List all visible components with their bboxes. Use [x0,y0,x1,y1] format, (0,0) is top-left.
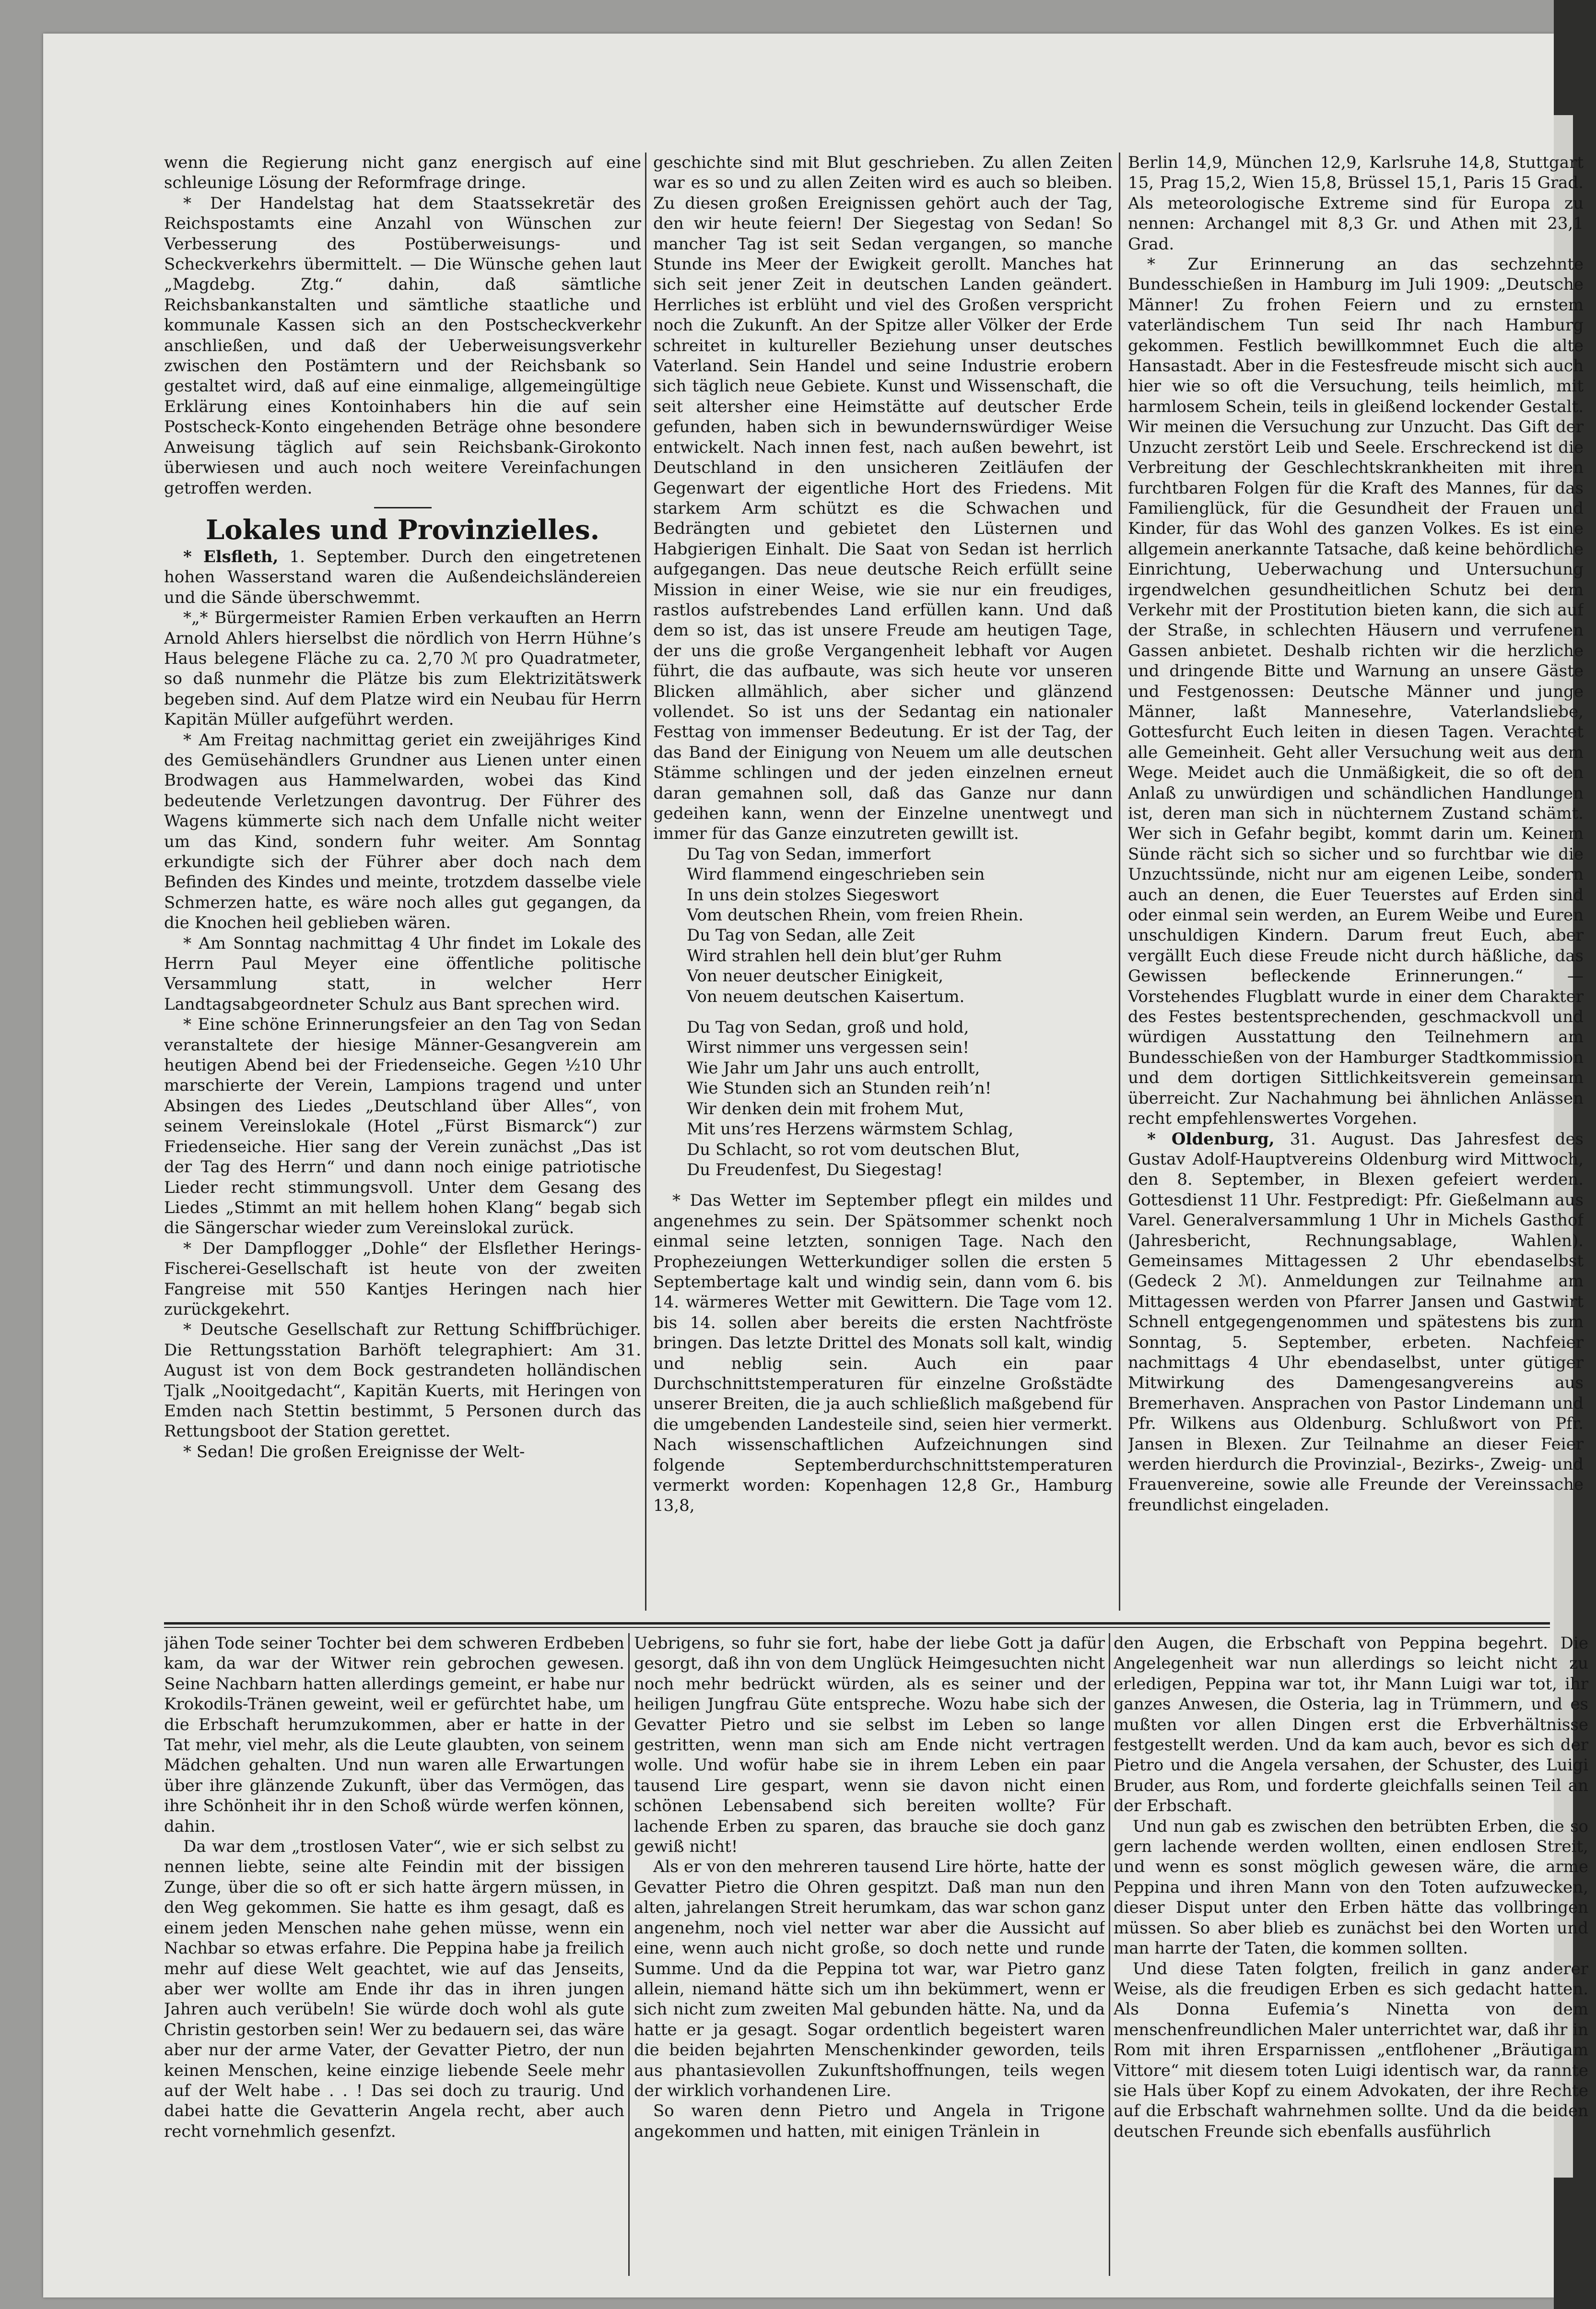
article-paragraph [653,1190,1113,1516]
dateline: * Oldenburg, [1147,1129,1275,1149]
dateline: * Elsfleth, [183,547,279,566]
news-column-3 [1128,153,1584,1620]
poem-line: Vom deutschen Rhein, vom freien Rhein. [687,906,1024,925]
article-paragraph [164,933,641,1015]
poem-line: Wird strahlen hell dein blut’ger Ruhm [687,946,1002,966]
paragraph-text: * Der Handelstag hat dem Staatssekretär des Reichspostamts eine Anzahl von Wünschen zur Verbesserung des Postüberweisungs- und Scheckverkehrs übermittelt. — Die Wünsche gehen laut „Magdebg. Ztg.“ dahin, daß sämtliche Reichsbankanstalten und sämtliche staatliche und kommunale Kassen sich an den Postscheckverkehr anschließen, und daß der Ueberweisungsverkehr zwischen den Postämtern und der Reichsbank so gestaltet wird, daß auf eine einmalige, allgemeingültige Erklärung eines Kontoinhabers hin die auf sein Postscheck-Konto eingehenden Beträge ohne besondere Anweisung täglich auf sein Reichsbank-Girokonto überwiesen und auch noch weitere Vereinfachungen getroffen werden. [164,193,641,498]
poem-line: Du Schlacht, so rot vom deutschen Blut, [687,1140,1021,1159]
poem-line: Wirst nimmer uns vergessen sein! [687,1038,970,1058]
article-paragraph [164,1319,641,1441]
article-paragraph [164,608,641,730]
paragraph-text: 1. September. Durch den eingetretenen hohen Wasserstand waren die Außendeichsländereien und die Sände überschwemmt. [164,547,641,607]
article-paragraph [164,730,641,933]
article-paragraph [1128,254,1584,1129]
poem-line: Du Tag von Sedan, alle Zeit [687,926,915,945]
paragraph-text: jähen Tode seiner Tochter bei dem schweren Erdbeben kam, da war der Witwer rein gebrochen gewesen. Seine Nachbarn hatten allerdings gemeint, er habe nur Krokodils-Tränen geweint, weil er gefürchtet habe, um die Erbschaft herumzukommen, aber er hatte in der Tat mehr, viel mehr, als die Leute glaubten, von seinem Mädchen gehalten. Und nun waren alle Erwartungen über ihre glänzende Zukunft, über das Vermögen, das ihre Schönheit ihr in den Schoß würde werfen können, dahin. [164,1634,624,1836]
feuilleton-column-1 [164,1633,624,2276]
paragraph-text: * Sedan! Die großen Ereignisse der Welt- [183,1442,525,1461]
paragraph-text: * Deutsche Gesellschaft zur Rettung Schiffbrüchiger. Die Rettungsstation Barhöft telegraphiert: Am 31. August ist von dem Bock gestrandeten holländischen Tjalk „Nooitgedacht“, Kapitän Kuerts, mit Heringen von Emden nach Stettin bestimmt, 5 Personen durch das Rettungsboot der Station gerettet. [164,1320,641,1441]
section-heading: Lokales und Provinzielles. [205,514,600,546]
article-paragraph [1114,1959,1588,2142]
article-paragraph [634,1633,1105,1857]
poem-stanza [653,844,1113,1007]
article-paragraph [1114,1816,1588,1959]
poem-stanza [653,1017,1113,1180]
paragraph-text: geschichte sind mit Blut geschrieben. Zu allen Zeiten war es so und zu allen Zeiten wird es auch so bleiben. Zu diesen großen Ereignissen gehört auch der Tag, den wir heute feiern! Der Siegestag von Sedan! So mancher Tag ist seit Sedan vergangen, so manche Stunde ins Meer der Ewigkeit gerollt. Manches hat sich seit jener Zeit in deutschen Landen geändert. Herrliches ist erblüht und viel des Großen verspricht noch die Zukunft. An der Spitze aller Völker der Erde schreitet in kultureller Beziehung unser deutsches Vaterland. Sein Handel und seine Industrie erobern sich täglich neue Gebiete. Kunst und Wissenschaft, die seit altersher eine Heimstätte auf deutscher Erde gefunden, haben sich in bewundernswürdiger Weise entwickelt. Nach innen fest, nach außen bewehrt, ist Deutschland in den unsicheren Zeitläufen der Gegenwart der eigentliche Hort des Friedens. Mit starkem Arm schützt es die Schwachen und Bedrängten und gebietet den Lüsternen und Habgierigen Einhalt. Die Saat von Sedan ist herrlich aufgegangen. Das neue deutsche Reich erfüllt seine Mission in einer Weise, wie sie nur ein freudiges, rastlos aufstrebendes Land erfüllen kann. Und daß dem so ist, das ist unsere Freude am heutigen Tage, der uns die große Vergangenheit lebhaft vor Augen führt, die das aufbaute, was sich heute vor unseren Blicken allmählich, aber sicher und glänzend vollendet. So ist uns der Sedantag ein nationaler Festtag von immenser Bedeutung. Er ist der Tag, der das Band der Einigung von Neuem um alle deutschen Stämme schlingen und der jeden einzelnen erneut daran gemahnen soll, daß das Ganze nur dann gedeihen kann, wenn der Einzelne unentwegt und immer für das Ganze einzutreten gewillt ist. [653,153,1113,844]
article-paragraph [653,153,1113,844]
paragraph-text: Uebrigens, so fuhr sie fort, habe der liebe Gott ja dafür gesorgt, daß ihn von dem Unglück Heimgesuchten nicht noch mehr bedrückt würden, als es seiner und der heiligen Jungfrau Güte entspreche. Wozu habe sich der Gevatter Pietro und sie selbst im Leben so lange gestritten, wenn man sich am Ende nicht vertragen wolle. Und wofür habe sie in ihrem Leben ein paar tausend Lire gespart, wenn sie davon nicht einen schönen Lebensabend sich bereiten wollte? Für lachende Erben zu sparen, das brauche sie doch ganz gewiß nicht! [634,1634,1105,1857]
column-rule [645,153,646,1611]
article-paragraph [164,1238,641,1320]
paragraph-text: * Eine schöne Erinnerungsfeier an den Tag von Sedan veranstaltete der hiesige Männer-Gesangverein am heutigen Abend bei der Friedenseiche. Gegen ½10 Uhr marschierte der Verein, Lampions tragend und unter Absingen des Liedes „Deutschland über Alles“, von seinem Vereinslokale (Hotel „Fürst Bismarck“) zur Friedenseiche. Hier sang der Verein zunächst „Das ist der Tag des Herrn“ und dann noch einige patriotische Lieder recht stimmungsvoll. Unter dem Gesang des Liedes „Stimmt an mit hellem hohen Klang“ begab sich die Sängerschar wieder zum Vereinslokal zurück. [164,1015,641,1238]
column-rule [1109,1633,1110,2276]
section-rule [374,507,432,508]
article-paragraph [1114,1633,1588,1816]
paragraph-text: *„* Bürgermeister Ramien Erben verkauften an Herrn Arnold Ahlers hierselbst die nördlich von Herrn Hühne’s Haus belegene Fläche zu ca. 2,70 ℳ pro Quadratmeter, so daß nunmehr die Plätze bis zum Elektrizitätswerk begeben sind. Auf dem Platze wird ein Neubau für Herrn Kapitän Müller aufgeführt werden. [164,608,641,730]
article-paragraph [634,1857,1105,2101]
poem-line: Wie Stunden sich an Stunden reih’n! [687,1079,992,1098]
feuilleton-separator-thin [164,1627,1550,1628]
paragraph-text: 31. August. Das Jahresfest des Gustav Adolf-Hauptvereins Oldenburg wird Mittwoch, den 8. September, in Blexen gefeiert werden. Gottesdienst 11 Uhr. Festpredigt: Pfr. Gießelmann aus Varel. Generalversammlung 1 Uhr in Michels Gasthof (Jahresbericht, Rechnungsablage, Wahlen). Gemeinsames Mittagessen 2 Uhr ebendaselbst (Gedeck 2 ℳ). Anmeldungen zur Teilnahme am Mittagessen werden von Pfarrer Jansen und Gastwirt Schnell entgegengenommen und spätestens bis zum Sonntag, 5. September, erbeten. Nachfeier nachmittags 4 Uhr ebendaselbst, unter gütiger Mitwirkung des Damengesangvereins aus Bremerhaven. Ansprachen von Pastor Lindemann und Pfr. Wilkens aus Oldenburg. Schlußwort von Pfr. Jansen in Blexen. Zur Teilnahme an dieser Feier werden hierdurch die Provinzial-, Bezirks-, Zweig- und Frauenvereine, sowie alle Freunde der Vereinssache freundlichst eingeladen. [1128,1129,1584,1515]
article-paragraph [164,1633,624,1837]
poem-line: In uns dein stolzes Siegeswort [687,885,939,905]
article-paragraph [164,1837,624,2142]
column-rule [628,1633,630,2276]
article-paragraph [1128,153,1584,254]
paragraph-text: Als er von den mehreren tausend Lire hörte, hatte der Gevatter Pietro die Ohren gespitzt. Daß man nun den alten, jahrelangen Streit herumkam, das war schon ganz angenehm, noch viel netter war aber die Aussicht auf eine, wenn auch nicht große, so doch nette und runde Summe. Und da die Peppina tot war, war Pietro ganz allein, niemand hätte sich um ihn bekümmert, wenn er sich nicht zum zweiten Mal gebunden hätte. Na, und da hatte er ja gesagt. Sogar ordentlich begeistert waren die beiden bejahrten Menschenkinder geworden, teils aus phantasievollen Zukunftshoffnungen, teils wegen der wirklich vorhandenen Lire. [634,1857,1105,2100]
article-paragraph [1128,1129,1584,1516]
poem-line: Wie Jahr um Jahr uns auch entrollt, [687,1058,980,1078]
paragraph-text: So waren denn Pietro und Angela in Trigone angekommen und hatten, mit einigen Tränlein in [634,2101,1105,2141]
poem-line: Wir denken dein mit frohem Mut, [687,1099,964,1119]
poem-line: Von neuer deutscher Einigkeit, [687,966,944,986]
paragraph-text: * Der Dampflogger „Dohle“ der Elsflether Herings-Fischerei-Gesellschaft ist heute von der zweiten Fangreise mit 550 Kantjes Heringen nach hier zurückgekehrt. [164,1238,641,1319]
paragraph-text: Da war dem „trostlosen Vater“, wie er sich selbst zu nennen liebte, seine alte Feindin mit der bissigen Zunge, über die so oft er sich hatte ärgern müssen, in den Weg gekommen. Sie hatte es ihm gesagt, daß es einem jeden Menschen nahe gehen müsse, wenn ein Nachbar so etwas erfahre. Die Peppina habe ja freilich mehr auf diese Welt geachtet, wie auf das Jenseits, aber wer wollte am Ende ihr das in ihren jungen Jahren auch verübeln! Sie würde doch wohl als gute Christin gestorben sein! Wer zu bedauern sei, das wäre aber nur der arme Vater, der Gevatter Pietro, der nun keinen Menschen, keine einzige liebende Seele mehr auf der Welt habe . . ! Das sei doch zu traurig. Und dabei hatte die Gevatterin Angela recht, aber auch recht vornehmlich gesenfzt. [164,1837,624,2141]
poem-line: Du Freudenfest, Du Siegestag! [687,1160,943,1179]
poem-line: Wird flammend eingeschrieben sein [687,865,985,884]
paragraph-text: Und nun gab es zwischen den betrübten Erben, die so gern lachende werden wollten, einen endlosen Streit, und wenn es sonst möglich gewesen wäre, die arme Peppina und ihren Mann von den Toten aufzuwecken, dieser Disput unter den Erben hätte das vollbringen müssen. So aber blieb es zunächst bei den Worten und man harrte der Taten, die kommen sollten. [1114,1816,1588,1958]
paragraph-text: den Augen, die Erbschaft von Peppina begehrt. Die Angelegenheit war nun allerdings so leicht nicht zu erledigen, Peppina war tot, ihr Mann Luigi war tot, ihr ganzes Anwesen, die Osteria, lag in Trümmern, und es mußten vor allen Dingen erst die Erbverhältnisse festgestellt werden. Und da kam auch, bevor es sich der Pietro und die Angela versahen, der Schuster, des Luigi Bruder, aus Rom, und forderte gleichfalls seinen Teil an der Erbschaft. [1114,1634,1588,1816]
feuilleton-column-2 [634,1633,1105,2276]
poem-line: Mit uns’res Herzens wärmstem Schlag, [687,1119,1014,1139]
poem-line: Von neuem deutschen Kaisertum. [687,987,965,1006]
news-column-1 [164,153,641,1558]
paragraph-text: Berlin 14,9, München 12,9, Karlsruhe 14,8, Stuttgart 15, Prag 15,2, Wien 15,8, Brüssel 15,1, Paris 15 Grad. Als meteorologische Extreme sind für Europa zu nennen: Archangel mit 8,3 Gr. und Athen mit 23,1 Grad. [1128,153,1584,254]
article-paragraph [164,153,641,193]
paragraph-text: * Am Freitag nachmittag geriet ein zweijähriges Kind des Gemüsehändlers Grundner aus Lienen unter einen Brodwagen aus Hammelwarden, wobei das Kind bedeutende Verletzungen davontrug. Der Führer des Wagens kümmerte sich nach dem Unfalle nicht weiter um das Kind, sondern fuhr weiter. Am Sonntag erkundigte sich der Führer aber doch nach dem Befinden des Kindes und meinte, trotzdem dasselbe viele Schmerzen hatte, es wäre noch alles gut gegangen, da die Knochen heil geblieben wären. [164,730,641,933]
poem-line: Du Tag von Sedan, immerfort [687,844,931,864]
article-paragraph [164,1442,641,1462]
column-rule [1119,153,1120,1611]
poem-line: Du Tag von Sedan, groß und hold, [687,1018,969,1037]
feuilleton-column-3 [1114,1633,1588,2276]
paragraph-text: wenn die Regierung nicht ganz energisch auf eine schleunige Lösung der Reformfrage dringe. [164,153,641,193]
news-column-2 [653,153,1113,1620]
paragraph-text: Und diese Taten folgten, freilich in ganz anderer Weise, als die freudigen Erben es sich gedacht hatten. Als Donna Eufemia’s Ninetta von dem menschenfreundlichen Maler unterrichtet war, daß ihr in Rom mit ihren Ersparnissen „entflohener „Bräutigam Vittore“ mit diesem toten Luigi identisch war, da rannte sie Hals über Kopf zu einem Advokaten, der ihre Rechte auf die Erbschaft wahrnehmen sollte. Und da die beiden deutschen Freunde sich ebenfalls ausführlich [1114,1959,1588,2141]
article-paragraph [164,193,641,498]
paragraph-text: * Am Sonntag nachmittag 4 Uhr findet im Lokale des Herrn Paul Meyer eine öffentliche politische Versammlung statt, in welcher Herr Landtagsabgeordneter Schulz aus Bant sprechen wird. [164,933,641,1014]
paragraph-text: * Das Wetter im September pflegt ein mildes und angenehmes zu sein. Der Spätsommer schenkt noch einmal seine letzten, sonnigen Tage. Nach den Prophezeiungen Wetterkundiger sollen die ersten 5 Septembertage kalt und windig sein, dann vom 6. bis 14. wärmeres Wetter mit Gewittern. Die Tage vom 12. bis 14. sollen aber bereits die ersten Nachtfröste bringen. Das letzte Drittel des Monats soll kalt, windig und neblig sein. Auch ein paar Durchschnittstemperaturen für einzelne Großstädte unserer Breiten, die ja auch schließlich maßgebend für die umgebenden Landesteile sind, seien hier vermerkt. Nach wissenschaftlichen Aufzeichnungen sind folgende Septemberdurchschnittstemperaturen vermerkt worden: Kopenhagen 12,8 Gr., Hamburg 13,8, [653,1191,1113,1516]
paragraph-text: * Zur Erinnerung an das sechzehnte Bundesschießen in Hamburg im Juli 1909: „Deutsche Männer! Zu frohen Feiern und zu ernstem vaterländischem Tun seid Ihr nach Hamburg gekommen. Festlich bewillkommnet Euch die alte Hansastadt. Aber in die Festesfreude mischt sich auch hier wie so oft die Versuchung, teils heimlich, mit harmlosem Schein, teils in gleißend lockender Gestalt. Wir meinen die Versuchung zur Unzucht. Das Gift der Unzucht zerstört Leib und Seele. Erschreckend ist die Verbreitung der Geschlechtskrankheiten mit ihren furchtbaren Folgen für die Kraft des Mannes, für das Familienglück, für die Gesundheit der Frauen und Kinder, für das Wohl des ganzen Volkes. Es ist eine allgemein anerkannte Tatsache, daß keine behördliche Einrichtung, Ueberwachung und Untersuchung irgendwelchen gesundheitlichen Schutz bei dem Verkehr mit der Prostitution bieten kann, die sich auf der Straße, in schlechten Häusern und verrufenen Gassen anbietet. Deshalb richten wir die herzliche und dringende Bitte und Warnung an unsere Gäste und Festgenossen: Deutsche Männer und junge Männer, laßt Mannesehre, Vaterlandsliebe, Gottesfurcht Euch leiten in diesen Tagen. Verachtet alle Gemeinheit. Geht aller Versuchung weit aus dem Wege. Meidet auch die Unmäßigkeit, die so oft den Anlaß zu unwürdigen und schändlichen Handlungen ist, deren man sich in nüchternem Zustand schämt. Wer sich in Gefahr begibt, kommt darin um. Keinem Sünde rächt sich so sicher und so furchtbar wie die Unzuchtssünde, nicht nur am eigenen Leibe, sondern auch an denen, die Euer Teuerstes auf Erden sind oder einmal sein werden, an Eurem Weibe und Euren unschuldigen Kindern. Darum freut Euch, aber vergällt Euch diese Freude nicht durch häßliche, das Gewissen befleckende Erinnerungen.“ — Vorstehendes Flugblatt wurde in einer dem Charakter des Festes bestentsprechenden, geschmackvoll und würdigen Ausstattung den Teilnehmern am Bundesschießen von der Hamburger Stadtkommission und dem dortigen Sittlichkeitsverein gemeinsam überreicht. Zur Nachahmung bei ähnlichen Anlässen recht empfehlenswertes Vorgehen. [1128,255,1584,1129]
feuilleton-separator [164,1622,1550,1625]
article-paragraph [164,547,641,608]
article-paragraph [634,2101,1105,2142]
article-paragraph [164,1014,641,1238]
